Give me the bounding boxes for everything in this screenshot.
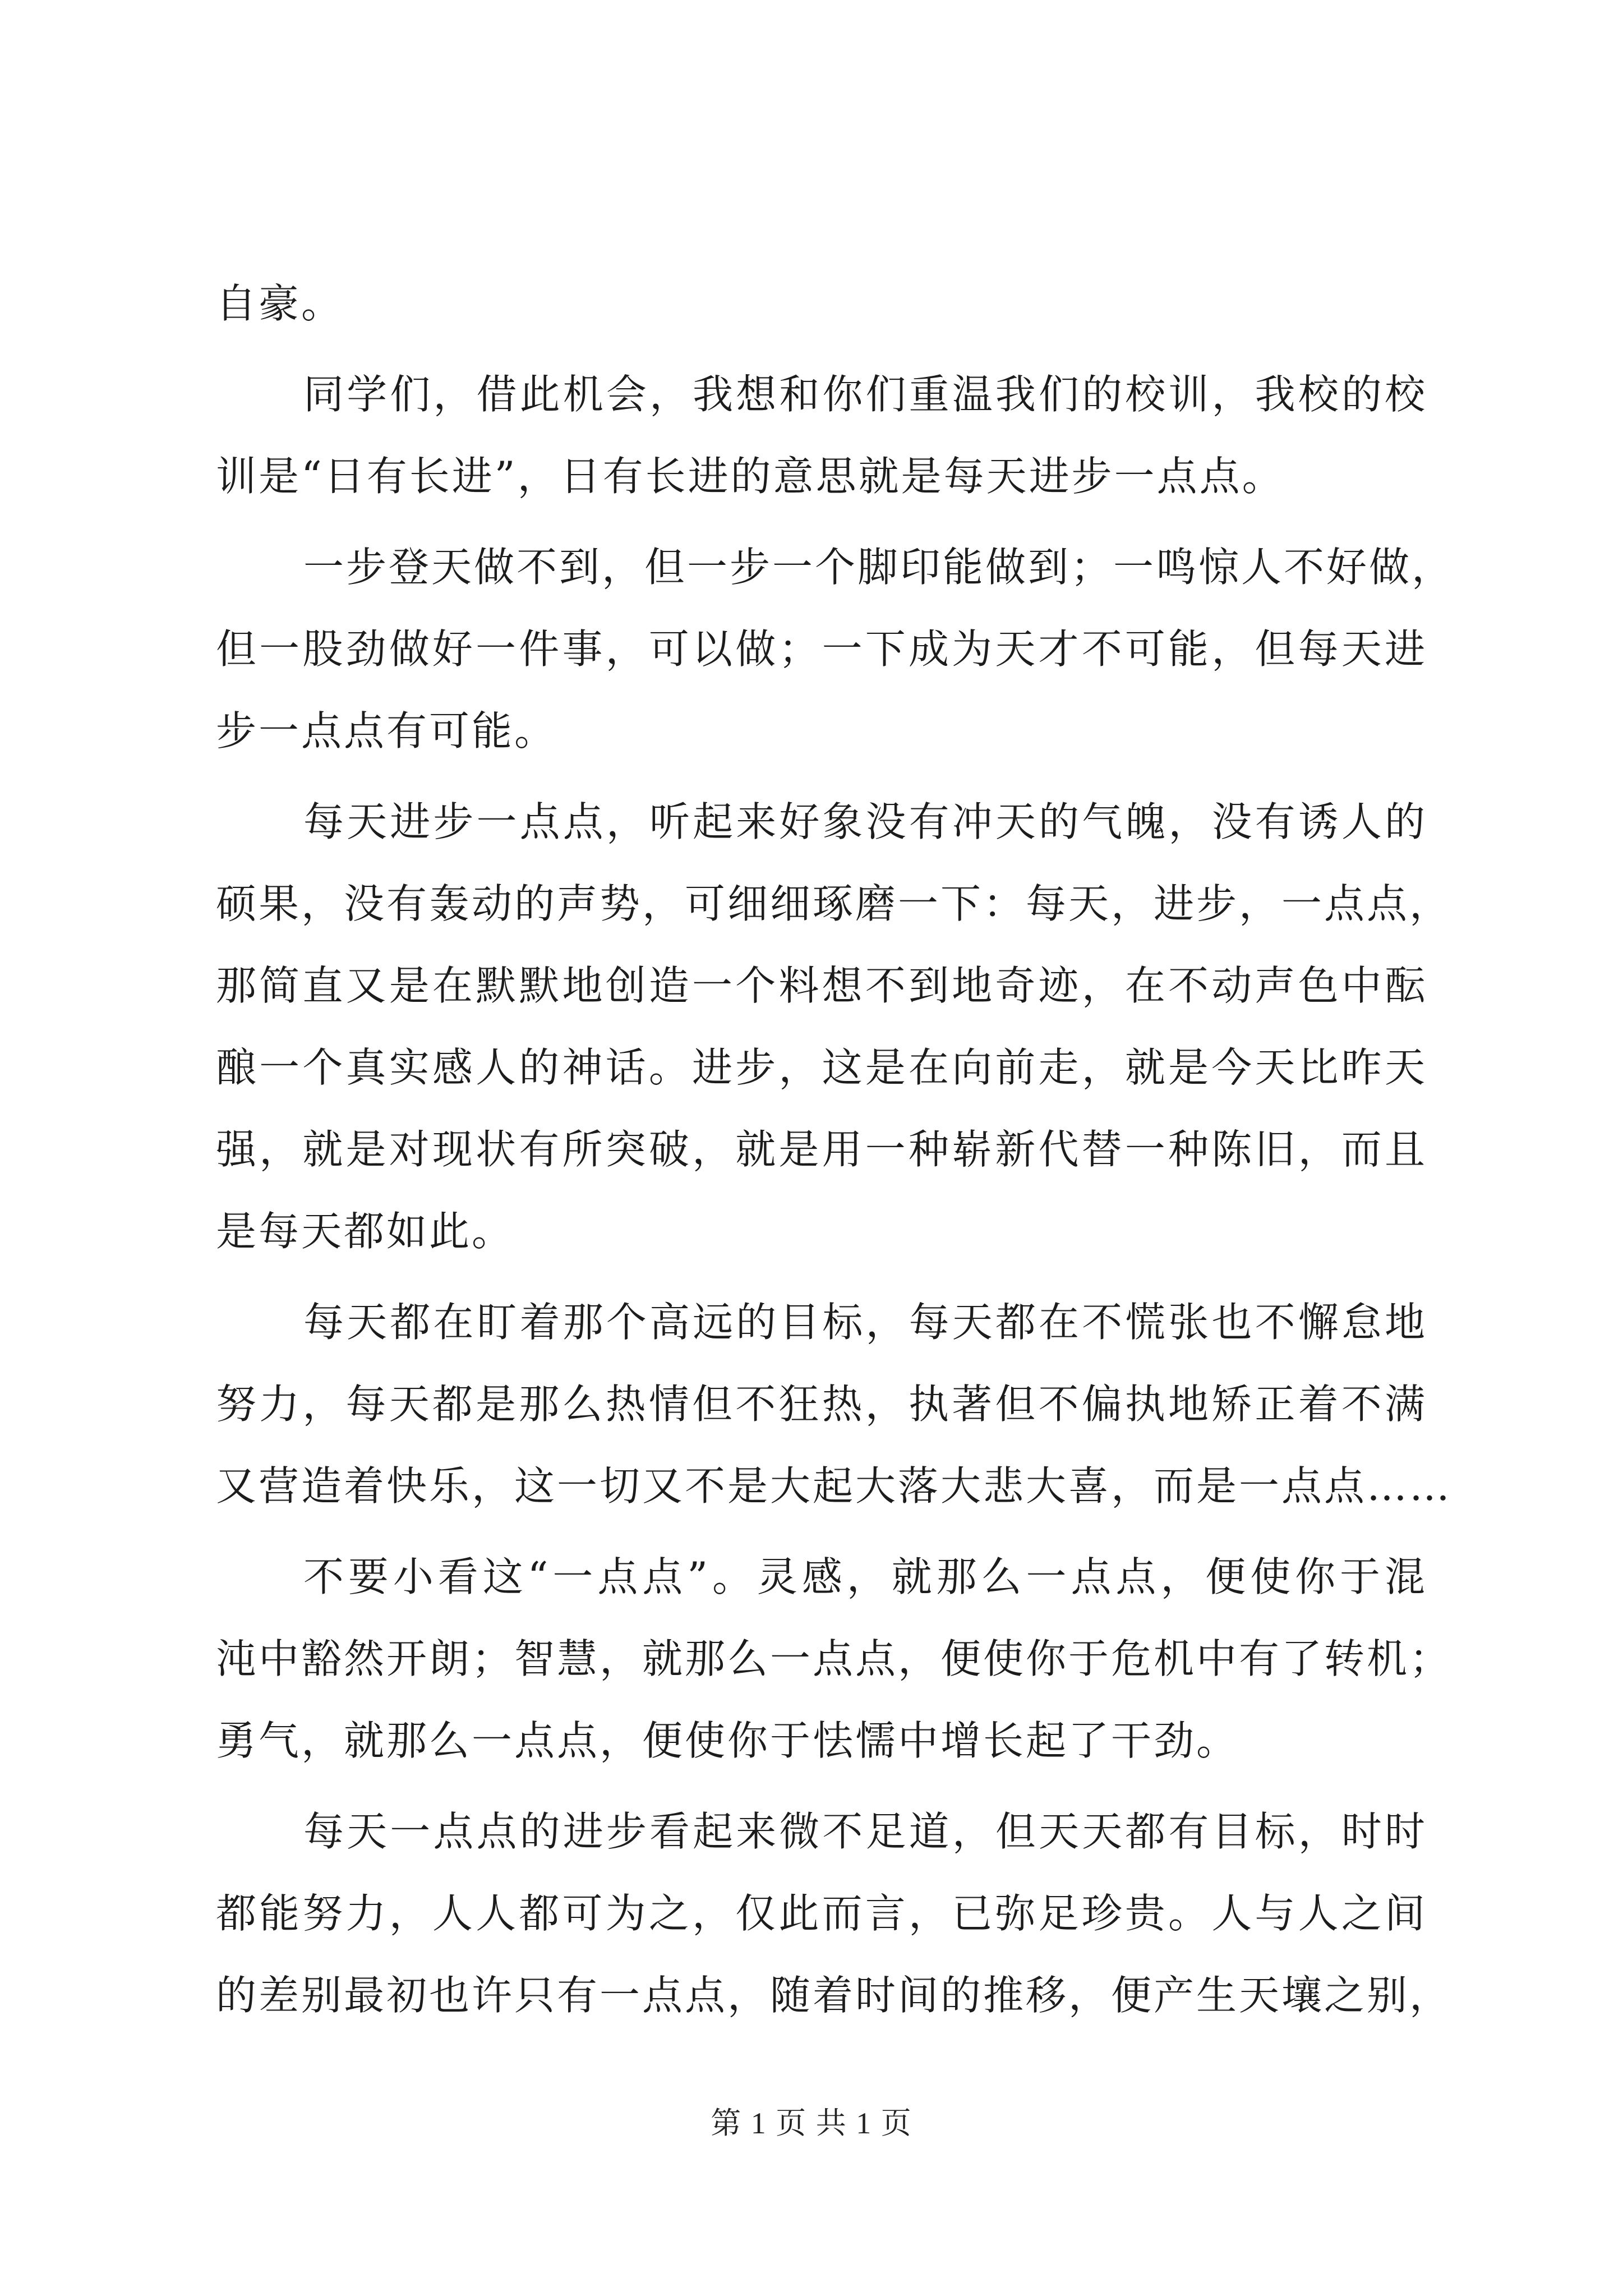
text-line: 每天进步一点点，听起来好象没有冲天的气魄，没有诱人的	[303, 798, 1427, 845]
text-line: 那简直又是在默默地创造一个料想不到地奇迹，在不动声色中酝	[216, 962, 1427, 1009]
text-line: 步一点点有可能。	[216, 707, 557, 754]
text-line: 都能努力，人人都可为之，仅此而言，已弥足珍贵。人与人之间	[216, 1890, 1427, 1937]
text-line: 勇气，就那么一点点，便使你于怯懦中增长起了干劲。	[216, 1717, 1239, 1764]
text-line: 沌中豁然开朗；智慧，就那么一点点，便使你于危机中有了转机；	[216, 1635, 1453, 1682]
text-line: 一步登天做不到，但一步一个脚印能做到；一鸣惊人不好做，	[303, 544, 1455, 591]
text-line: 但一股劲做好一件事，可以做；一下成为天才不可能，但每天进	[216, 625, 1427, 673]
text-line: 的差别最初也许只有一点点，随着时间的推移，便产生天壤之别，	[216, 1972, 1453, 2019]
document-body	[216, 263, 1455, 2036]
text-line: 努力，每天都是那么热情但不狂热，执著但不偏执地矫正着不满	[216, 1381, 1427, 1428]
text-line: 训是“日有长进”，日有长进的意思就是每天进步一点点。	[216, 453, 1285, 500]
text-line: 不要小看这“一点点”。灵感，就那么一点点，便使你于混	[303, 1553, 1427, 1600]
paragraph-gap	[216, 517, 1427, 526]
text-line: 自豪。	[216, 280, 344, 327]
text-line: 酿一个真实感人的神话。进步，这是在向前走，就是今天比昨天	[216, 1044, 1427, 1091]
text-line: 硕果，没有轰动的声势，可细细琢磨一下：每天，进步，一点点，	[216, 880, 1453, 927]
text-line: 又营造着快乐，这一切又不是大起大落大悲大喜，而是一点点……	[216, 1462, 1453, 1510]
text-line: 每天一点点的进步看起来微不足道，但天天都有目标，时时	[303, 1808, 1427, 1855]
paragraph-gap	[216, 772, 1427, 781]
text-line: 同学们，借此机会，我想和你们重温我们的校训，我校的校	[303, 371, 1427, 418]
paragraph-gap	[216, 344, 1427, 353]
paragraph-gap	[216, 1527, 1427, 1536]
text-line: 强，就是对现状有所突破，就是用一种崭新代替一种陈旧，而且	[216, 1126, 1427, 1173]
paragraph-gap	[216, 1272, 1427, 1281]
paragraph-gap	[216, 1782, 1427, 1791]
text-line: 是每天都如此。	[216, 1208, 515, 1255]
text-line: 每天都在盯着那个高远的目标，每天都在不慌张也不懈怠地	[303, 1299, 1427, 1346]
page-footer: 第 1 页 共 1 页	[711, 2106, 912, 2140]
